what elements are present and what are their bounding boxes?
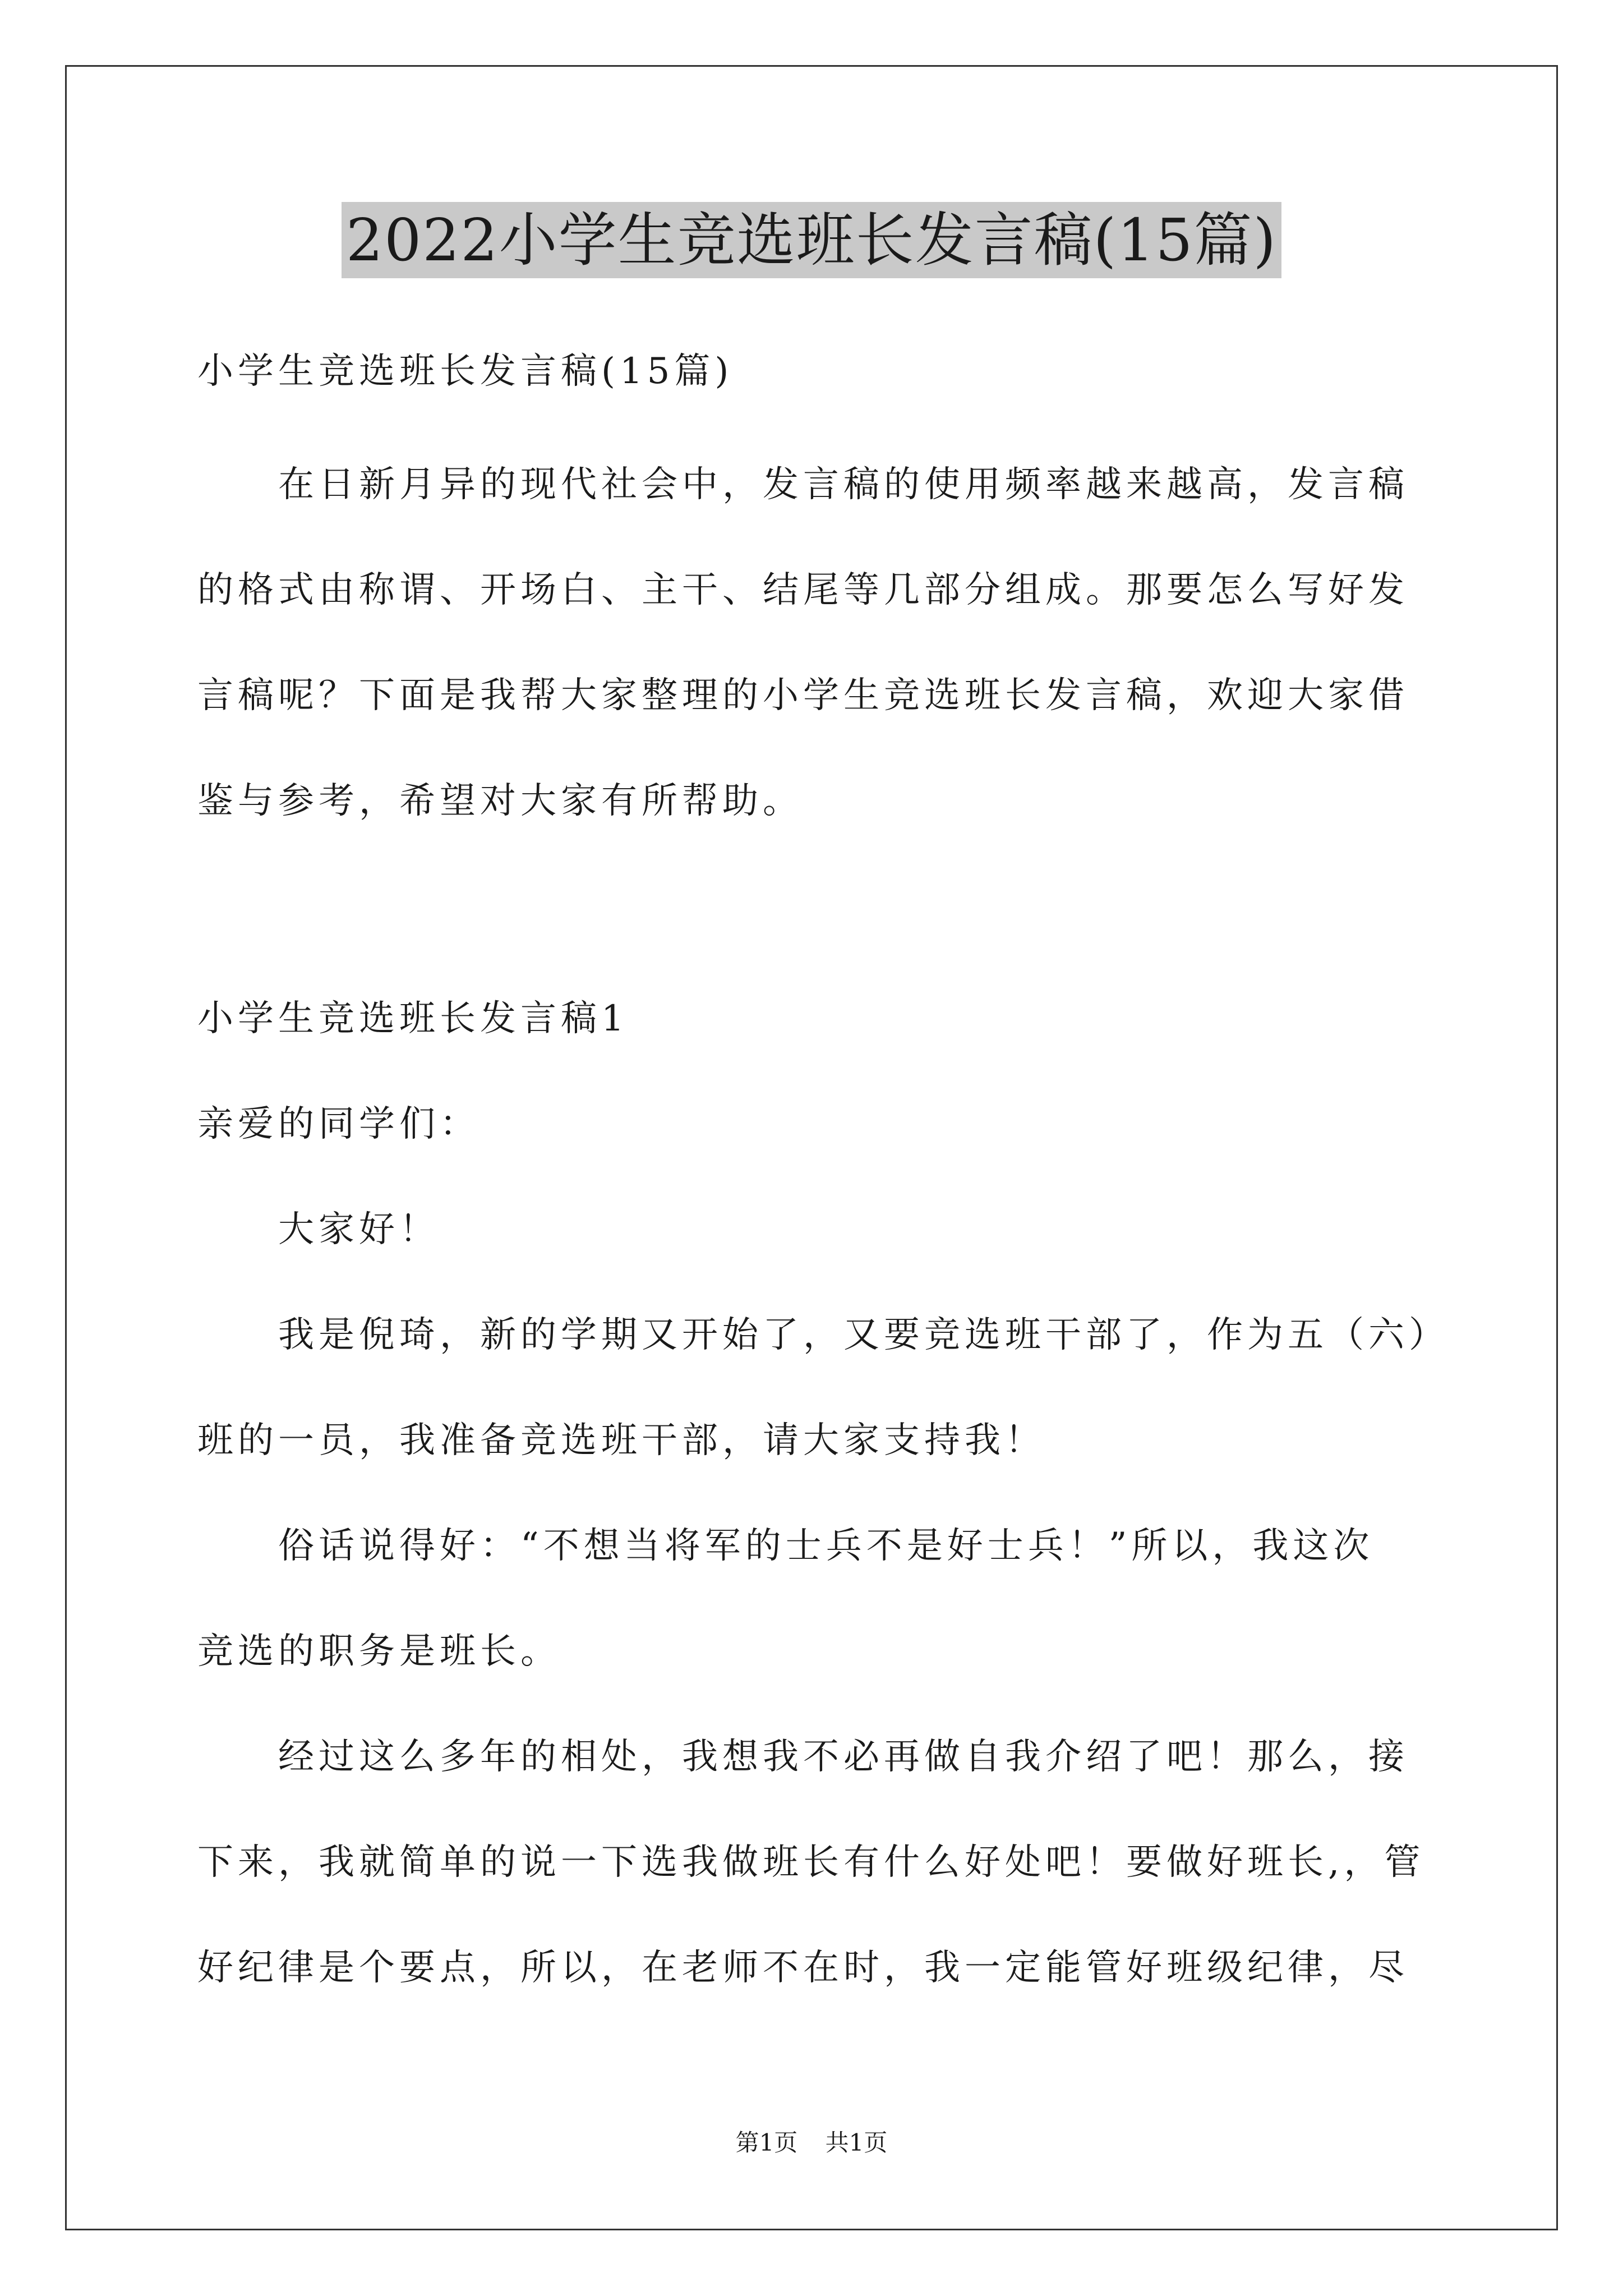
body-line-2: 班的一员，我准备竞选班干部，请大家支持我！	[197, 1420, 1045, 1461]
body-line-7: 好纪律是个要点，所以，在老师不在时，我一定能管好班级纪律，尽	[197, 1947, 1409, 1989]
intro-line-2: 的格式由称谓、开场白、主干、结尾等几部分组成。那要怎么写好发	[197, 569, 1409, 611]
intro-line-1: 在日新月异的现代社会中，发言稿的使用频率越来越高，发言稿	[278, 464, 1409, 505]
body-line-4: 竞选的职务是班长。	[197, 1631, 561, 1672]
subtitle: 小学生竞选班长发言稿(15篇)	[197, 351, 734, 392]
document-title: 2022小学生竞选班长发言稿(15篇)	[342, 202, 1281, 278]
body-line-6: 下来，我就简单的说一下选我做班长有什么好处吧！要做好班长,，管	[197, 1842, 1425, 1883]
salutation: 亲爱的同学们：	[197, 1103, 480, 1145]
body-line-5: 经过这么多年的相处，我想我不必再做自我介绍了吧！那么，接	[278, 1736, 1409, 1778]
intro-line-4: 鉴与参考，希望对大家有所帮助。	[197, 780, 803, 822]
page-number-total: 共1页	[825, 2129, 888, 2156]
greeting: 大家好！	[278, 1209, 440, 1250]
page-footer	[0, 2126, 1623, 2160]
body-line-1: 我是倪琦，新的学期又开始了，又要竞选班干部了，作为五（六）	[278, 1314, 1449, 1356]
page-number-current: 第1页	[735, 2129, 798, 2156]
body-line-3: 俗话说得好：“不想当将军的士兵不是好士兵！”所以，我这次	[278, 1525, 1374, 1567]
title-wrap	[0, 202, 1623, 278]
intro-line-3: 言稿呢？下面是我帮大家整理的小学生竞选班长发言稿，欢迎大家借	[197, 675, 1409, 716]
section-heading: 小学生竞选班长发言稿1	[197, 998, 629, 1039]
